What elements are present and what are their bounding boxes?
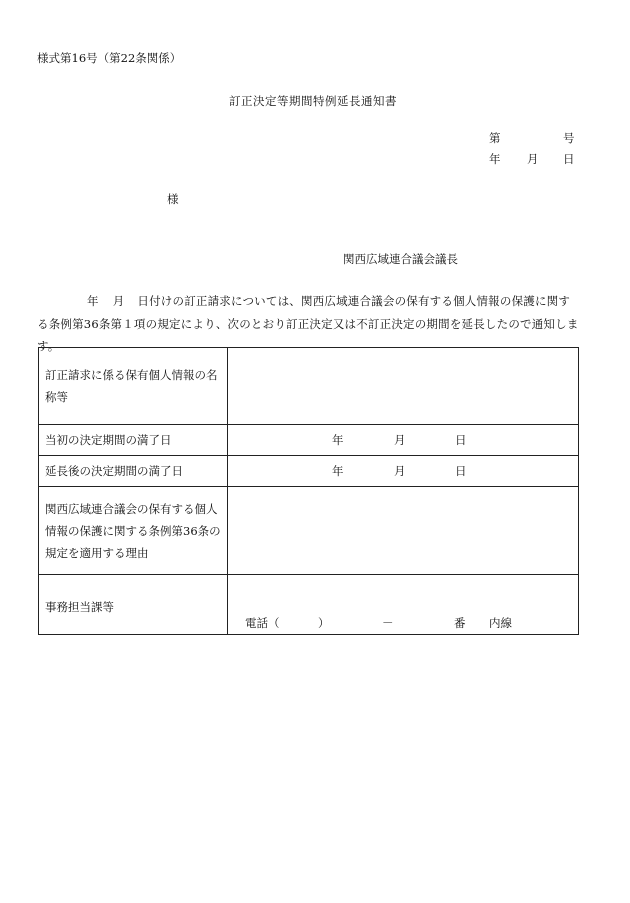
sender-name: 関西広域連合議会議長 <box>343 252 458 266</box>
issue-date-year: 年 <box>489 152 501 166</box>
row-label-extended-deadline: 延長後の決定期間の満了日 <box>39 456 228 487</box>
extension-details-table <box>38 347 579 635</box>
tel-extension: 内線 <box>489 616 512 630</box>
issue-date-month: 月 <box>527 152 539 166</box>
tel-dash: － <box>382 616 394 630</box>
row-value-reason <box>228 487 579 575</box>
body-date-year: 年 <box>87 294 99 308</box>
form-number: 様式第16号（第22条関係） <box>37 51 182 65</box>
tel-paren-close: ） <box>318 616 330 630</box>
row-label-original-deadline: 当初の決定期間の満了日 <box>39 425 228 456</box>
table-row <box>39 425 579 456</box>
body-date-month: 月 <box>112 294 125 308</box>
original-deadline-day: 日 <box>455 433 467 447</box>
document-title: 訂正決定等期間特例延長通知書 <box>229 94 397 108</box>
doc-number-dai: 第 <box>489 131 501 145</box>
tel-ban: 番 <box>454 616 466 630</box>
row-label-contact-dept: 事務担当課等 <box>39 575 228 635</box>
extended-deadline-day: 日 <box>455 464 467 478</box>
row-label-info-name: 訂正請求に係る保有個人情報の名称等 <box>39 348 228 425</box>
body-text: 日付けの訂正請求については、関西広域連合議会の保有する個人情報の保護に関する条例第36条第１項の規定により、次のとおり訂正決定又は不訂正決定の期間を延長したので通知します。 <box>37 294 579 353</box>
extended-deadline-month: 月 <box>394 464 406 478</box>
row-value-contact <box>228 575 579 635</box>
row-value-extended-deadline <box>228 456 579 487</box>
extended-deadline-year: 年 <box>332 464 344 478</box>
row-value-info-name <box>228 348 579 425</box>
tel-label: 電話（ <box>245 616 280 630</box>
row-value-original-deadline <box>228 425 579 456</box>
doc-number-go: 号 <box>563 131 575 145</box>
original-deadline-month: 月 <box>394 433 406 447</box>
table-row <box>39 348 579 425</box>
table-row <box>39 487 579 575</box>
addressee-suffix: 様 <box>167 192 179 206</box>
contact-phone-line <box>228 615 578 631</box>
original-deadline-year: 年 <box>332 433 344 447</box>
table-row <box>39 456 579 487</box>
issue-date-day: 日 <box>563 152 575 166</box>
table-row <box>39 575 579 635</box>
row-label-reason: 関西広域連合議会の保有する個人情報の保護に関する条例第36条の規定を適用する理由 <box>39 487 228 575</box>
